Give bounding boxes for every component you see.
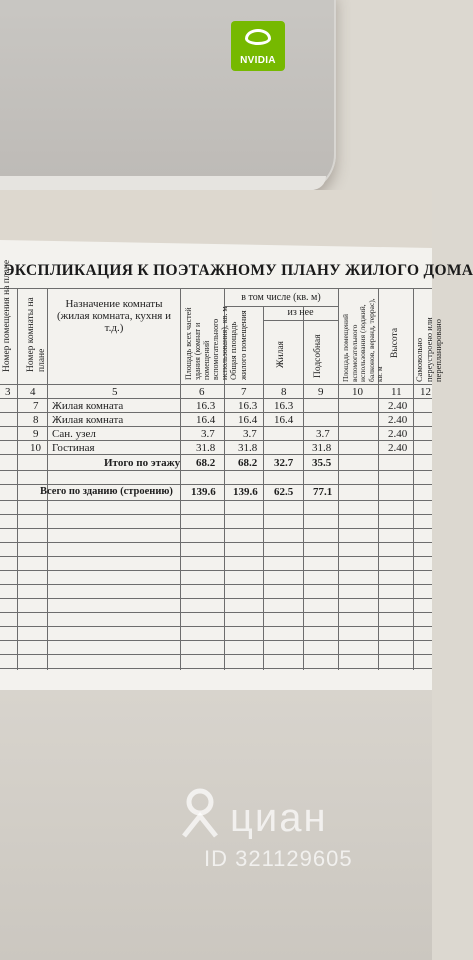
laptop: [0, 0, 336, 194]
building-total-label: Всего по зданию (строению): [40, 486, 173, 497]
floor-total-label: Итого по этажу: [104, 457, 181, 469]
nvidia-eye-icon: [245, 29, 271, 45]
location-pin-icon: [178, 786, 222, 840]
building-total-aux: 77.1: [313, 486, 333, 498]
header-aux-area: Площадь помещений вспомогательного использования (лоджий, балконов, веранд, террас), кв. м: [341, 298, 384, 382]
col-number: 4: [30, 386, 36, 398]
row-height: 2.40: [388, 414, 408, 426]
col-number: 5: [112, 386, 118, 398]
row-height: 2.40: [388, 400, 408, 412]
header-area-all: Площадь всех частей здания (комнат и помещений вспомогательного использования), кв. м: [184, 306, 229, 380]
nvidia-logo: [231, 21, 285, 71]
header-of-which: из нее: [287, 307, 314, 318]
col-number: 7: [241, 386, 247, 398]
building-total-area: 139.6: [191, 486, 216, 498]
header-height: Высота: [390, 327, 400, 358]
col-number: 9: [318, 386, 324, 398]
cian-watermark: [178, 786, 408, 886]
nvidia-logo-text: NVIDIA: [240, 55, 276, 66]
row-aux-area: 31.8: [312, 442, 332, 454]
row-room-name: Гостиная: [52, 442, 95, 454]
header-total-area: Общая площадь жилого помещения: [228, 310, 248, 380]
row-area: 3.7: [201, 428, 215, 440]
header-room-number-2: Номер комнаты на плане: [26, 297, 47, 372]
row-height: 2.40: [388, 428, 408, 440]
header-including: в том числе (кв. м): [241, 292, 321, 303]
row-aux-area: 3.7: [316, 428, 330, 440]
col-number: 3: [5, 386, 11, 398]
floor-total-aux: 35.5: [312, 457, 332, 469]
document-title: ЭКСПЛИКАЦИЯ К ПОЭТАЖНОМУ ПЛАНУ ЖИЛОГО ДОМА: [4, 262, 473, 279]
row-total-area: 16.4: [238, 414, 258, 426]
row-area: 16.4: [196, 414, 216, 426]
watermark-brand: циан: [230, 796, 328, 840]
watermark-id: ID 321129605: [204, 846, 353, 871]
header-purpose: Назначение комнаты (жилая комната, кухня и т.д.): [57, 298, 171, 334]
row-room-number: 10: [30, 442, 41, 454]
floor-total-total: 68.2: [238, 457, 258, 469]
header-room-number: Номер помещения на плане: [2, 259, 12, 372]
floor-total-area: 68.2: [196, 457, 216, 469]
building-total-total: 139.6: [233, 486, 258, 498]
building-total-living: 62.5: [274, 486, 294, 498]
col-number: 6: [199, 386, 205, 398]
row-height: 2.40: [388, 442, 408, 454]
row-room-number: 9: [33, 428, 39, 440]
col-number: 11: [391, 386, 402, 398]
row-room-name: Жилая комната: [52, 400, 124, 412]
row-living-area: 16.4: [274, 414, 294, 426]
floor-total-living: 32.7: [274, 457, 294, 469]
col-number: 10: [352, 386, 363, 398]
row-area: 31.8: [196, 442, 216, 454]
header-illegal: Самовольно переустроено или перепланировано: [414, 317, 443, 382]
header-aux: Подсобная: [313, 334, 323, 378]
row-total-area: 16.3: [238, 400, 258, 412]
row-total-area: 3.7: [243, 428, 257, 440]
row-room-name: Жилая комната: [52, 414, 124, 426]
row-living-area: 16.3: [274, 400, 294, 412]
col-number: 12: [420, 386, 431, 398]
row-room-number: 8: [33, 414, 39, 426]
row-room-number: 7: [33, 400, 39, 412]
header-living: Жилая: [276, 341, 286, 368]
col-number: 8: [281, 386, 287, 398]
row-total-area: 31.8: [238, 442, 258, 454]
laptop-edge: [0, 176, 326, 190]
tablecloth: [0, 190, 432, 250]
row-area: 16.3: [196, 400, 216, 412]
row-room-name: Сан. узел: [52, 428, 96, 440]
